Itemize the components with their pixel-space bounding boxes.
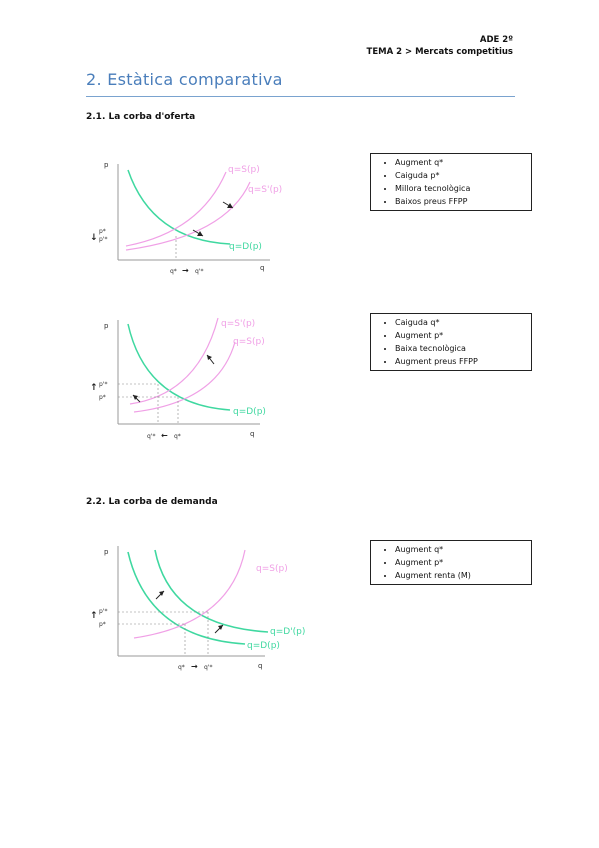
q-star-label: q* <box>174 433 181 440</box>
p-new-label: p'* <box>99 608 108 615</box>
supply-new-curve <box>130 318 218 404</box>
subsection-title-demand: 2.2. La corba de demanda <box>86 497 218 507</box>
demand-shift-right-diagram <box>90 540 306 680</box>
p-star-label: p* <box>99 228 106 235</box>
supply-increase-effects-box <box>370 153 532 211</box>
supply-decrease-effects-box <box>370 313 532 371</box>
q-star-label: q* <box>170 268 177 275</box>
list-item: • Augment q* <box>395 156 531 169</box>
demand-label: q=D(p) <box>229 242 262 252</box>
q-axis-label: q <box>258 662 263 670</box>
q-axis-label: q <box>260 264 265 272</box>
supply-label: q=S(p) <box>233 337 265 347</box>
demand-curve <box>128 552 245 644</box>
header-topic: TEMA 2 > Mercats competitius <box>366 47 513 57</box>
supply-curve <box>134 550 245 638</box>
up-arrow-icon: ↑ <box>90 611 98 621</box>
q-new-label: q'* <box>204 664 213 671</box>
demand-new-label: q=D'(p) <box>270 627 306 637</box>
demand-increase-effects-box <box>370 540 532 585</box>
up-arrow-icon: ↑ <box>90 383 98 393</box>
p-new-label: p'* <box>99 236 108 243</box>
q-new-label: q'* <box>147 433 156 440</box>
supply-shift-left-diagram <box>90 312 290 447</box>
p-star-label: p* <box>99 394 106 401</box>
p-axis-label: p <box>104 161 109 169</box>
supply-shift-right-diagram <box>90 152 290 287</box>
supply-new-curve <box>126 182 250 250</box>
list-item: • Baixa tecnològica <box>395 342 531 355</box>
list-item: • Caiguda q* <box>395 316 531 329</box>
demand-new-curve <box>155 550 268 632</box>
list-item: • Augment renta (M) <box>395 569 531 582</box>
supply-label: q=S(p) <box>256 564 288 574</box>
list-item: • Millora tecnològica <box>395 182 531 195</box>
supply-new-label: q=S'(p) <box>248 185 283 195</box>
list-item: • Augment p* <box>395 556 531 569</box>
q-new-label: q'* <box>195 268 204 275</box>
demand-curve <box>128 170 230 244</box>
down-arrow-icon: ↓ <box>90 233 98 243</box>
q-arrow-icon: ← <box>161 431 168 440</box>
section-title: 2. Estàtica comparativa <box>86 70 283 89</box>
q-arrow-icon: → <box>191 662 198 671</box>
p-star-label: p* <box>99 621 106 628</box>
list-item: • Caiguda p* <box>395 169 531 182</box>
shift-arrow-head <box>207 355 212 360</box>
p-new-label: p'* <box>99 381 108 388</box>
q-star-label: q* <box>178 664 185 671</box>
list-item: • Augment preus FFPP <box>395 355 531 368</box>
p-axis-label: p <box>104 548 109 556</box>
p-axis-label: p <box>104 322 109 330</box>
supply-curve <box>126 172 226 246</box>
demand-label: q=D(p) <box>247 641 280 651</box>
supply-new-label: q=S'(p) <box>221 319 256 329</box>
title-divider <box>86 96 515 97</box>
q-axis-label: q <box>250 430 255 438</box>
supply-label: q=S(p) <box>228 165 260 175</box>
subsection-title-supply: 2.1. La corba d'oferta <box>86 112 196 122</box>
list-item: • Baixos preus FFPP <box>395 195 531 208</box>
supply-curve <box>134 342 235 412</box>
demand-label: q=D(p) <box>233 407 266 417</box>
header-course: ADE 2º <box>479 35 513 45</box>
q-arrow-icon: → <box>182 266 189 275</box>
list-item: • Augment q* <box>395 543 531 556</box>
list-item: • Augment p* <box>395 329 531 342</box>
